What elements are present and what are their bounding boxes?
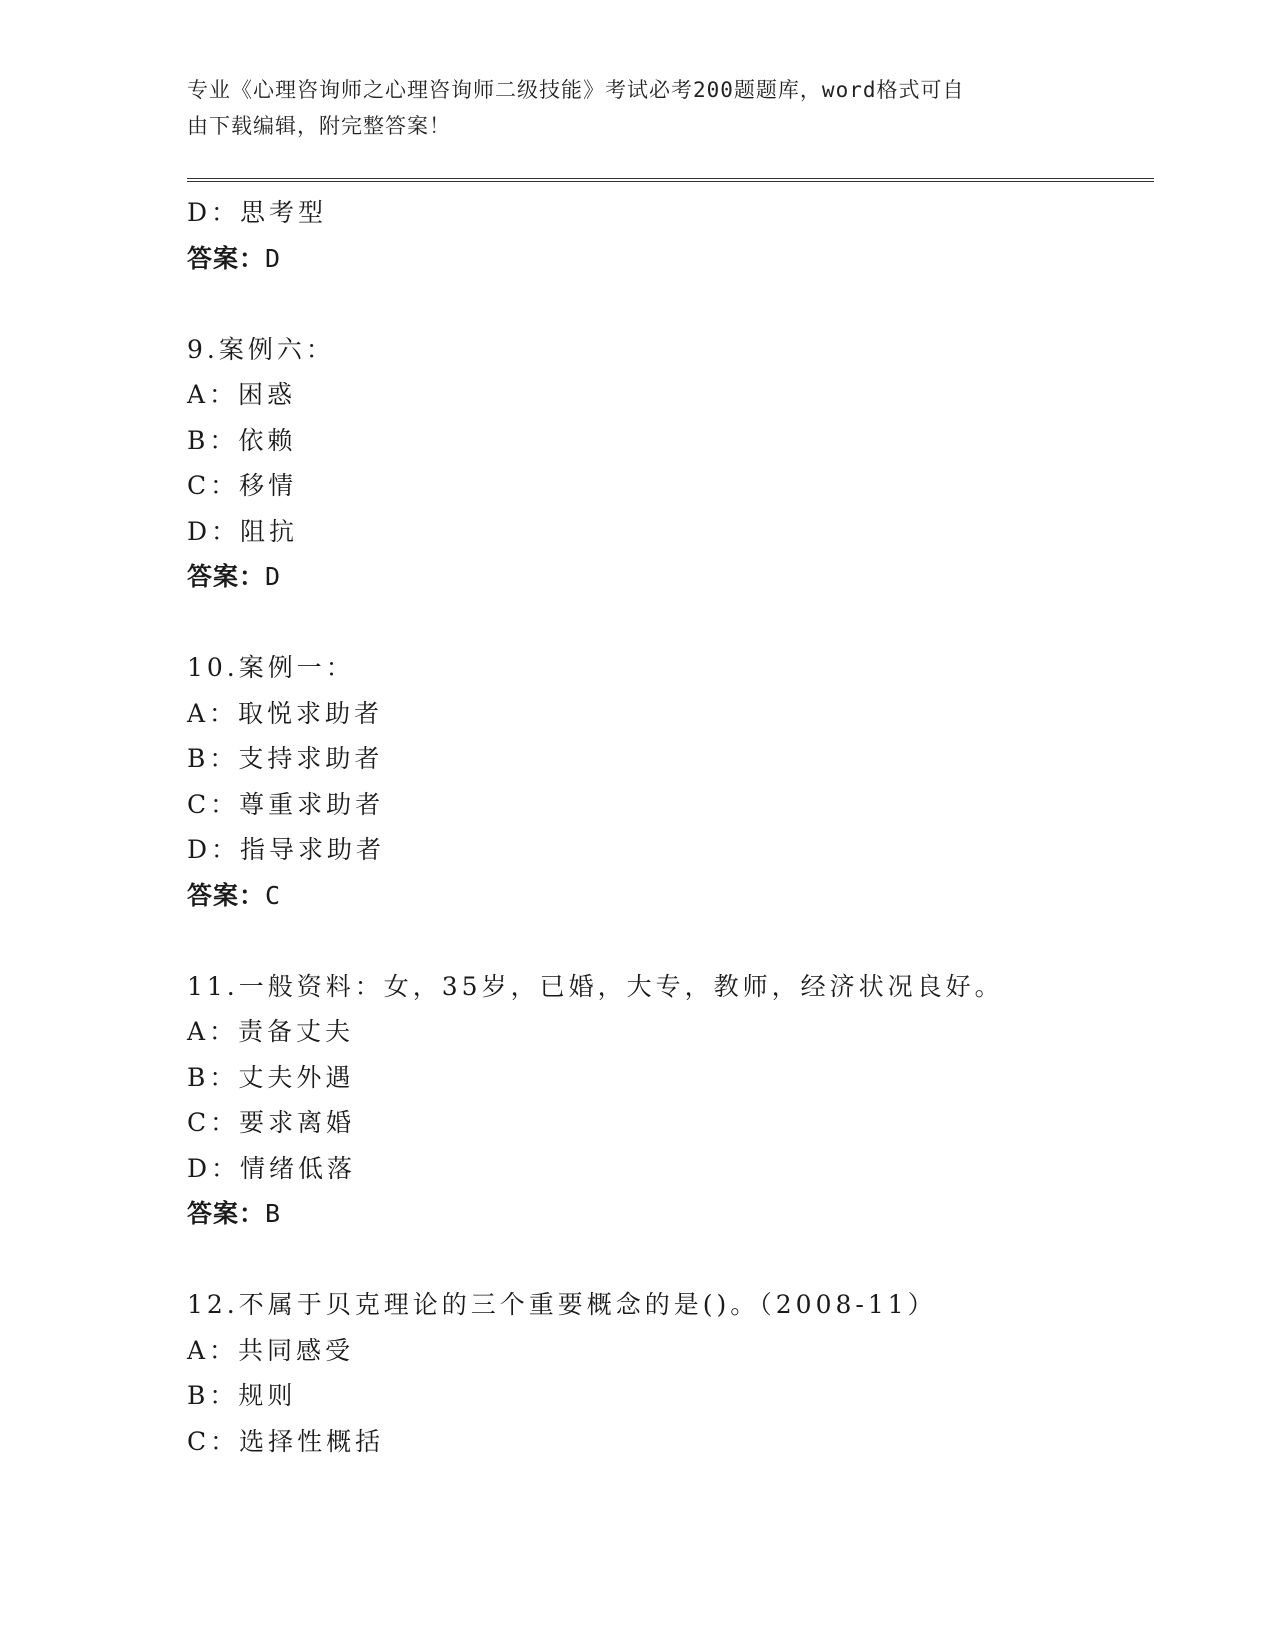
option-b: B：支持求助者 bbox=[187, 744, 384, 773]
answer-value: D bbox=[265, 562, 282, 591]
partial-question bbox=[187, 190, 1154, 281]
option-c: C：选择性概括 bbox=[187, 1426, 385, 1456]
header-divider bbox=[187, 178, 1154, 182]
question-12 bbox=[187, 1282, 1154, 1464]
question-10 bbox=[187, 645, 1154, 918]
option-b: B：丈夫外遇 bbox=[187, 1062, 355, 1092]
question-stem: 12.不属于贝克理论的三个重要概念的是()。（2008-11） bbox=[187, 1290, 937, 1319]
question-stem: 11.一般资料：女，35岁，已婚，大专，教师，经济状况良好。 bbox=[187, 971, 1004, 1001]
option-b: B：规则 bbox=[187, 1381, 297, 1410]
header-line-2: 由下载编辑，附完整答案！ bbox=[187, 114, 451, 138]
answer-label: 答案： bbox=[187, 562, 266, 591]
answer-label: 答案： bbox=[187, 243, 266, 273]
answer-line bbox=[187, 236, 1154, 282]
question-stem: 10.案例一： bbox=[187, 653, 355, 682]
question-11 bbox=[187, 964, 1154, 1237]
header-line-1: 专业《心理咨询师之心理咨询师二级技能》考试必考200题题库，word格式可自 bbox=[187, 78, 965, 102]
answer-label: 答案： bbox=[187, 880, 266, 910]
answer-value: C bbox=[265, 880, 282, 910]
answer-value: B bbox=[265, 1199, 282, 1228]
answer-line bbox=[187, 554, 1154, 600]
option-a: A：困惑 bbox=[187, 380, 297, 409]
option-d: D：阻抗 bbox=[187, 516, 299, 546]
option-d: D：指导求助者 bbox=[187, 835, 386, 864]
question-list bbox=[187, 190, 1154, 1464]
option-d: D：情绪低落 bbox=[187, 1153, 357, 1183]
option-c: C：尊重求助者 bbox=[187, 789, 385, 819]
option-c: C：移情 bbox=[187, 471, 298, 500]
option-b: B：依赖 bbox=[187, 425, 297, 455]
page-header bbox=[187, 72, 1067, 144]
question-9 bbox=[187, 327, 1154, 600]
option-a: A：共同感受 bbox=[187, 1335, 355, 1365]
answer-line bbox=[187, 1191, 1154, 1237]
option-a: A：责备丈夫 bbox=[187, 1017, 355, 1046]
option-a: A：取悦求助者 bbox=[187, 698, 384, 728]
answer-label: 答案： bbox=[187, 1199, 266, 1228]
answer-value: D bbox=[265, 243, 282, 273]
option-d: D：思考型 bbox=[187, 198, 328, 227]
answer-line bbox=[187, 873, 1154, 919]
option-c: C：要求离婚 bbox=[187, 1108, 356, 1137]
question-stem: 9.案例六： bbox=[187, 334, 335, 364]
